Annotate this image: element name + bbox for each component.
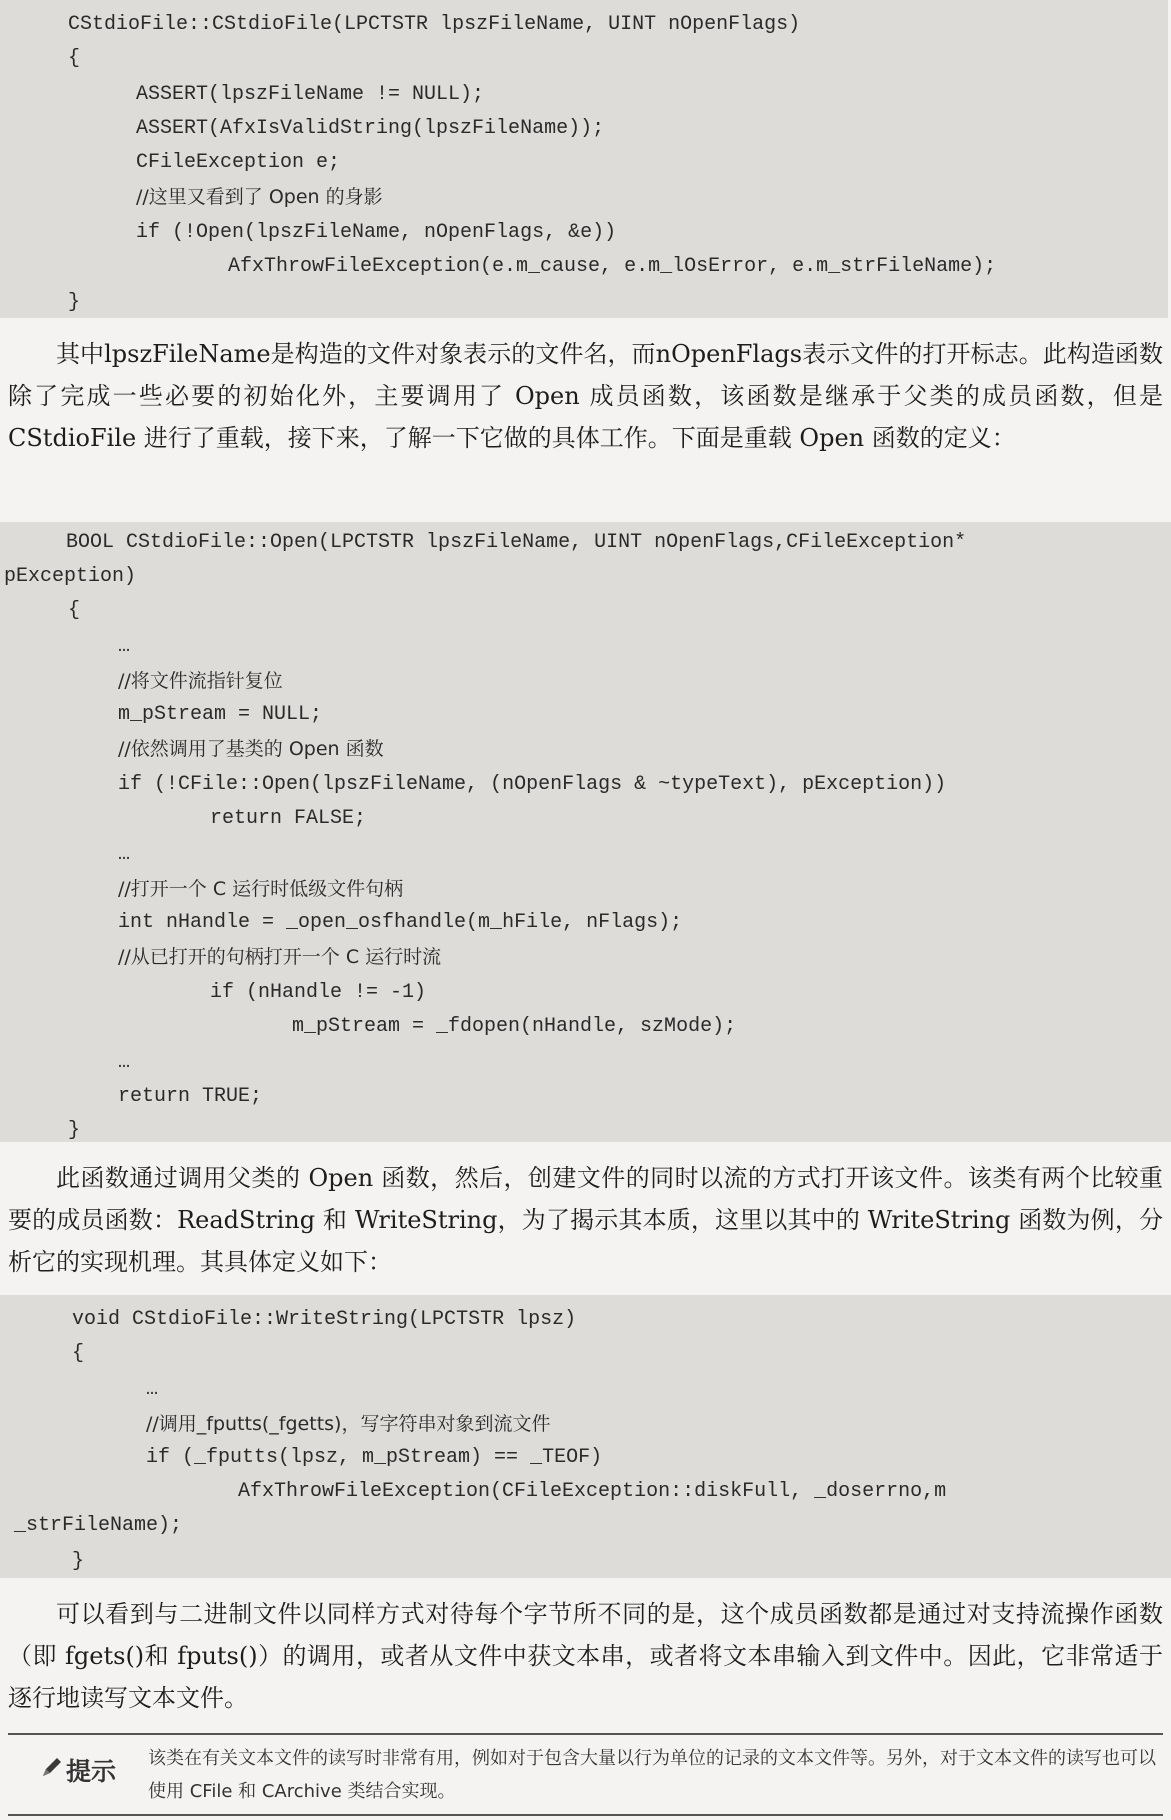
tip-text: 该类在有关文本文件的读写时非常有用，例如对于包含大量以行为单位的记录的文本文件等。另外，对于文本文件的读写也可以使用 CFile 和 CArchive 类结合实现。	[148, 1748, 1156, 1802]
tip-top-rule	[8, 1733, 1163, 1735]
code-line: …	[146, 1378, 159, 1401]
code-comment	[118, 872, 403, 908]
code-line: …	[118, 1051, 131, 1074]
tip-label-text: 提示	[66, 1757, 117, 1786]
code-line: …	[118, 635, 131, 658]
body-paragraph: 此函数通过调用父类的 Open 函数，然后，创建文件的同时以流的方式打开该文件。该类有两个比较重要的成员函数：ReadString 和 WriteString，为了揭示其本质，这里以其中的 WriteString 函数为例，分析它的实现机理。其具体定义如下：	[8, 1164, 1163, 1276]
code-block-open	[0, 522, 1171, 1142]
code-line: if (nHandle != -1)	[210, 981, 427, 1004]
code-line: pException)	[4, 565, 137, 588]
comment-text: //打开一个 C 运行时低级文件句柄	[118, 878, 404, 900]
code-line: if (!Open(lpszFileName, nOpenFlags, &e))	[136, 221, 617, 244]
tip-bottom-rule	[8, 1814, 1163, 1816]
code-comment	[136, 180, 383, 216]
code-line: m_pStream = _fdopen(nHandle, szMode);	[292, 1015, 737, 1038]
code-line: BOOL CStdioFile::Open(LPCTSTR lpszFileName, UINT nOpenFlags,CFileException*	[66, 531, 967, 554]
comment-text: //调用_fputts(_fgetts)，写字符串对象到流文件	[146, 1413, 551, 1435]
comment-text: //将文件流指针复位	[118, 670, 283, 692]
code-comment	[146, 1407, 550, 1443]
code-line: …	[118, 843, 131, 866]
code-line: if (!CFile::Open(lpszFileName, (nOpenFlags & ~typeText), pException))	[118, 773, 947, 796]
comment-text: //依然调用了基类的 Open 函数	[118, 738, 384, 760]
code-comment	[118, 732, 384, 768]
code-line: AfxThrowFileException(CFileException::diskFull, _doserrno,m	[238, 1480, 947, 1503]
code-line: AfxThrowFileException(e.m_cause, e.m_lOsError, e.m_strFileName);	[228, 255, 997, 278]
tip-label	[40, 1752, 116, 1788]
code-line: ASSERT(lpszFileName != NULL);	[136, 83, 485, 106]
code-block-writestring	[0, 1295, 1171, 1578]
code-line: {	[68, 599, 81, 622]
code-line: {	[72, 1342, 85, 1365]
code-line: ASSERT(AfxIsValidString(lpszFileName));	[136, 117, 605, 140]
code-line: void CStdioFile::WriteString(LPCTSTR lpsz)	[72, 1308, 577, 1331]
code-line: CStdioFile::CStdioFile(LPCTSTR lpszFileName, UINT nOpenFlags)	[68, 13, 801, 36]
body-paragraph: 其中lpszFileName是构造的文件对象表示的文件名，而nOpenFlags表示文件的打开标志。此构造函数除了完成一些必要的初始化外，主要调用了 Open 成员函数，该函数是继承于父类的成员函数，但是 CStdioFile 进行了重载，接下来，了解一下它做的具体工作。下面是重载 Open 函数的定义：	[8, 340, 1163, 452]
pencil-icon	[40, 1755, 64, 1785]
code-line: }	[72, 1550, 85, 1573]
code-line: return TRUE;	[118, 1085, 263, 1108]
code-line: }	[68, 291, 81, 314]
body-paragraph: 可以看到与二进制文件以同样方式对待每个字节所不同的是，这个成员函数都是通过对支持流操作函数（即 fgets()和 fputs()）的调用，或者从文件中获文本串，或者将文本串输入到文件中。因此，它非常适于逐行地读写文本文件。	[8, 1600, 1163, 1712]
code-line: return FALSE;	[210, 807, 367, 830]
code-comment	[118, 940, 441, 976]
code-line: m_pStream = NULL;	[118, 703, 323, 726]
code-line: if (_fputts(lpsz, m_pStream) == _TEOF)	[146, 1446, 603, 1469]
comment-text: //这里又看到了 Open 的身影	[136, 186, 383, 208]
code-line: _strFileName);	[14, 1514, 183, 1537]
code-line: CFileException e;	[136, 151, 341, 174]
code-line: }	[68, 1119, 81, 1142]
code-line: int nHandle = _open_osfhandle(m_hFile, nFlags);	[118, 911, 683, 934]
comment-text: //从已打开的句柄打开一个 C 运行时流	[118, 946, 442, 968]
code-comment	[118, 664, 283, 700]
code-line: {	[68, 47, 81, 70]
code-block-constructor	[0, 0, 1168, 318]
